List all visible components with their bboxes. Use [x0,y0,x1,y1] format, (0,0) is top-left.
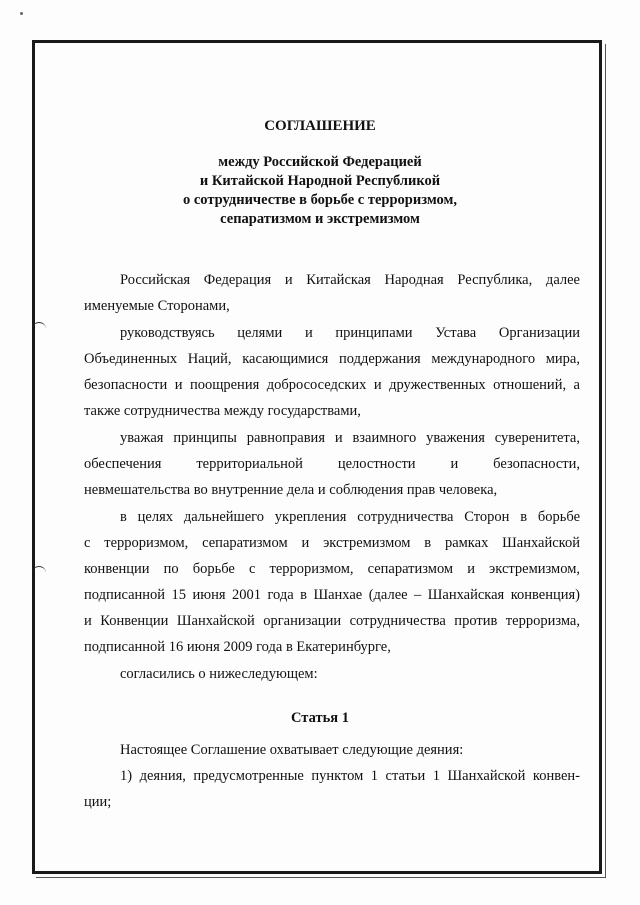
preamble-text-line: в целях дальнейшего укрепления сотрудничества Сторон в борьбе [120,509,580,525]
preamble-text-line: подписанной 16 июня 2009 года в Екатеринбурге, [84,639,391,655]
document-title: СОГЛАШЕНИЕ [264,118,376,134]
margin-punch-mark [32,322,46,331]
preamble-text-line: подписанной 15 июня 2001 года в Шанхае (далее – Шанхайская конвенция) [84,587,580,603]
document-subtitle-line: сепаратизмом и экстремизмом [220,211,420,227]
preamble-text-line: согласились о нижеследующем: [120,666,318,682]
margin-punch-mark [32,566,46,575]
preamble-text-line: именуемые Сторонами, [84,298,230,314]
article-text-line: 1) деяния, предусмотренные пунктом 1 статьи 1 Шанхайской конвен- [120,768,580,784]
preamble-text-line: безопасности и поощрения добрососедских и дружественных отношений, а [84,377,580,393]
preamble-text-line: Российская Федерация и Китайская Народная Республика, далее [120,272,580,288]
preamble-text-line: с терроризмом, сепаратизмом и экстремизмом в рамках Шанхайской [84,535,580,551]
document-subtitle-line: и Китайской Народной Республикой [199,173,441,189]
article-text-line: Настоящее Соглашение охватывает следующие деяния: [120,742,464,758]
preamble-text-line: обеспечения территориальной целостности и безопасности, [84,456,580,472]
article-text-line: ции; [84,794,112,810]
scan-speck [20,12,23,15]
preamble-text-line: невмешательства во внутренние дела и соблюдения прав человека, [84,482,498,498]
preamble-text-line: руководствуясь целями и принципами Устава Организации [120,325,580,341]
preamble-text-line: уважая принципы равноправия и взаимного уважения суверенитета, [120,430,580,446]
preamble-text-line: конвенции по борьбе с терроризмом, сепаратизмом и экстремизмом, [84,561,580,577]
preamble-text-line: Объединенных Наций, касающимися поддержания международного мира, [84,351,580,367]
document-subtitle-line: о сотрудничестве в борьбе с терроризмом, [183,192,457,208]
preamble-text-line: также сотрудничества между государствами, [84,403,361,419]
preamble-text-line: и Конвенции Шанхайской организации сотрудничества против терроризма, [84,613,580,629]
article-heading: Статья 1 [291,710,349,726]
document-subtitle-line: между Российской Федерацией [218,154,422,170]
